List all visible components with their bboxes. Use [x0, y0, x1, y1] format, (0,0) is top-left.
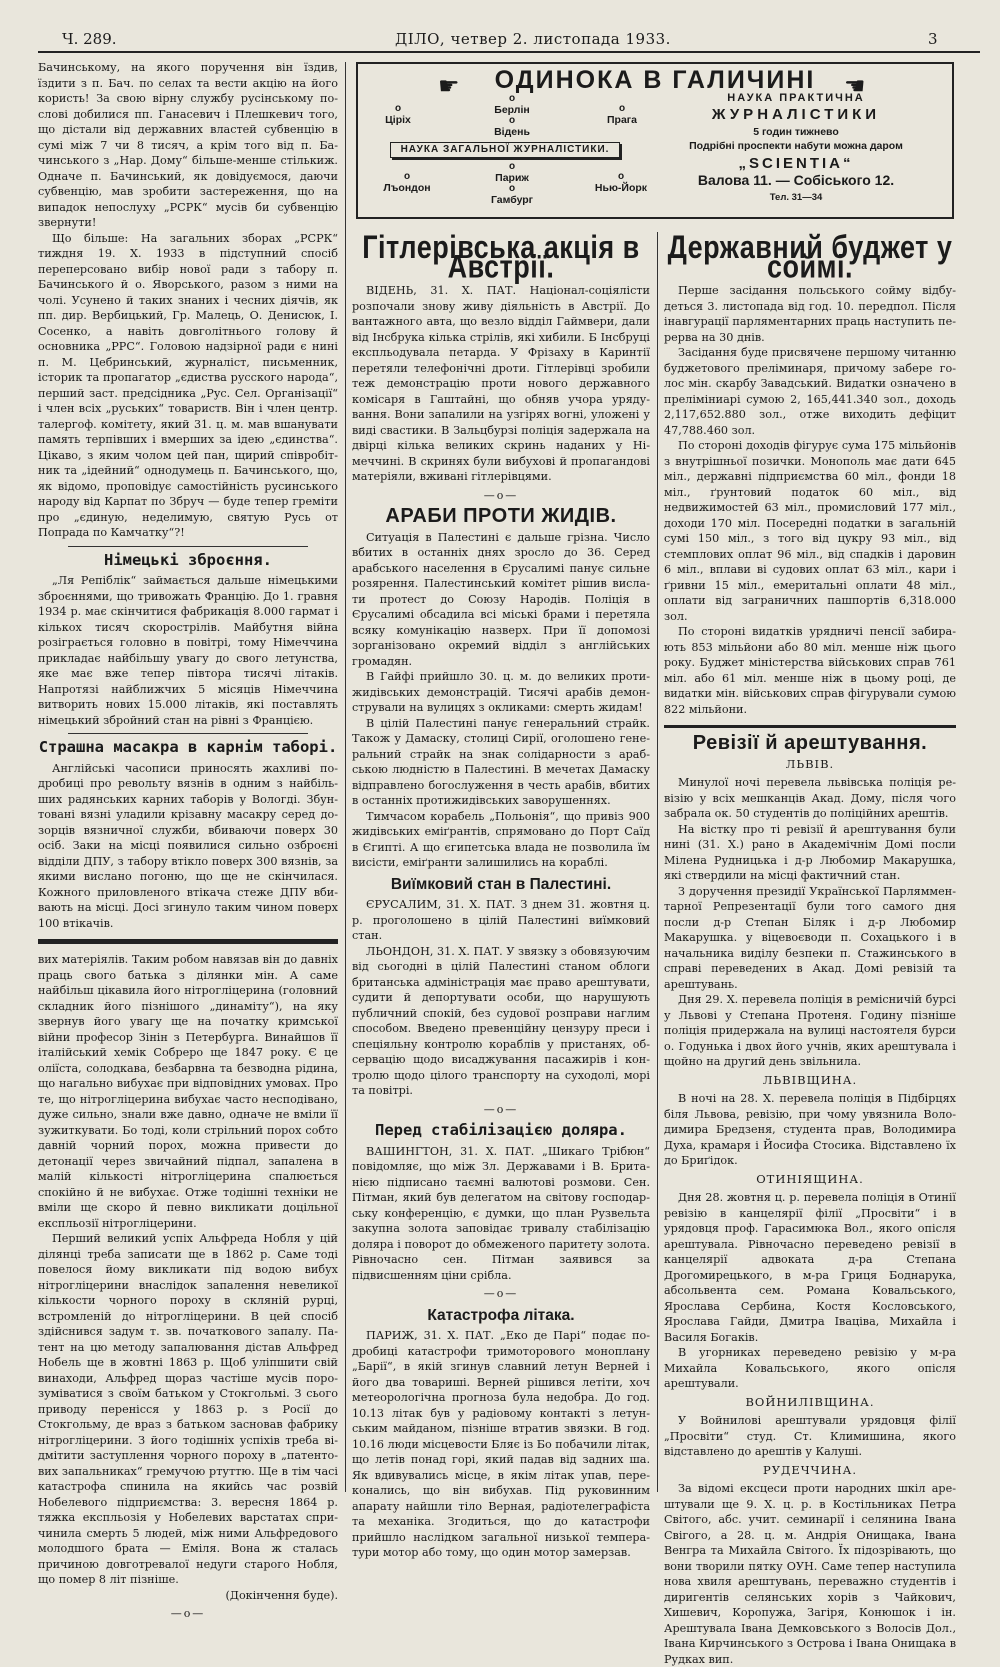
masthead-date: ДІЛО, четвер 2. листопада 1933.: [395, 30, 671, 48]
city-berlin: o Берлін: [494, 93, 530, 116]
ad-general-journalism: НАУКА ЗАГАЛЬНОЇ ЖУРНАЛІСТИКИ.: [390, 142, 620, 158]
section-divider: [664, 725, 956, 728]
ad-line-6: Валова 11. — Собіського 12.: [697, 172, 895, 188]
city-prague: o Прага: [606, 103, 637, 126]
page-number: 3: [928, 30, 938, 48]
ornament-divider: —o—: [170, 1607, 206, 1620]
ad-line-2: ЖУРНАЛІСТИКИ: [711, 106, 881, 123]
paragraph: ВІДЕНЬ, 31. X. ПАТ. Націонал-соціялісти розпочали знову живу діяльність в Австрії. До вантажного авта, що везло відділ Гаймвери, дали від Інсбрука кілька стрілів, які хибили. Б Інсбруці експльодувала петарда. У Фрізаху в Каринтії перетяли телефонічні дроти. Гітлерівці зробили теж демонстрацію проти нового державного комісаря в Гаштайні, що обняв учора урядування. Вони запалили на узгірях вогні, уложені у виді свастики. В Зальцбурзі поліція задержала на двірці кілька великих скринь наданих у Німеччині. В скринях були вибухові й пропагандові матеріяли, вживані гітлерівцями.: [352, 284, 650, 483]
paragraph: По стороні доходів фігурує сума 175 мільйонів з внутрішньої позички. Монополь має дати 645 міл., державні підприємства 60 міл., фонди 18 міл., ґрунтовий податок 60 міл., від недвижимостей 63 міл., промисловий 177 міл., доходи 170 міл. Посередні податки в загальній сумі 150 міл., з того від цукру 93 міл., від стемплових оплат 96 міл., від спадків і даровин 6 міл., вплави ві судових оплат 63 міл., кари і ґривни 15 міл., емеритальні оплати 48 міл., оплати від заграничних пашпортів 6,318.000 зол.: [664, 439, 956, 623]
paragraph: ВАШИНГТОН, 31. X. ПАТ. „Шикаго Трібюн“ повідомляє, що між Зл. Державами і В. Британією підписано таємні валютові розмови. Сен. Пітман, який був делегатом на світову господарську конференцію, є думки, що план Рузвельта закупна золота заповідає тривалу стабілізацію доляра і поворот до обмеженого паритету золота. Рівночасно сен. Пітман заявився за підвисшенням ціни срібла.: [352, 1144, 650, 1282]
issue-number: Ч. 289.: [62, 30, 117, 48]
to-be-continued: (Докінчення буде).: [225, 1588, 338, 1602]
paragraph: По стороні видатків урядничі пенсії забирають 853 мільйони або 80 міл. менше ніж цього року. Буджет міністерства військових справ 761 міл. або 61 міл. менше ніж в цьому році, де видатки мін. військових справ фігурували сумою 822 мільйони.: [664, 625, 956, 716]
ad-title: ОДИНОКА В ГАЛИЧИНІ: [494, 66, 816, 94]
pointing-hand-right-icon: ☛: [844, 72, 866, 100]
paragraph: Що більше: На загальних зборах „РСРК“ тиждня 19. X. 1933 в підступний спосіб переперсовано вибір нової ради з табору п. Бачинського й о. Яворського, разом з ними на чолі. Усунено й таких знаних і чесних діячів, як пп. дир. Вербицький, Гр. Малець, О. Денисюк, І. Сосенко, а навіть довголітнього голову й основника „РРС“. Головою надзірної ради є нині п. М. Цебринський, журналіст, письменник, історик та пропагатор „єдиства русского народа“, перший заст. предсідника „Рус. Сел. Організації“ і член всіх „руських“ товариств. Він і член центр. талергоф. комітету, який 31. ц. м. мав вшанувати память терпівших і вмерших за ідею „єдинства“. Цікаво, з яким чолом цей пан, щирий співробітник та „ідейний“ однодумець п. Бачинського, що, як відомо, проповідує самостійність русинського народу від Карпат по Збруч — буде тепер греміти про „єдиную, неделимую, святую Русь от Попрада по Камчатку“?!: [38, 231, 338, 539]
paragraph: В ночі на 28. X. перевела поліція в Підбірцях біля Львова, ревізію, при чому увязнила Володимира Бредзеня, студента прав, Володимира Духа, крамаря і Йосифа Стосика. Відставлено їх до Бриґідок.: [664, 1092, 956, 1167]
paragraph: ЛЬОНДОН, 31. X. ПАТ. У звязку з обовязуючим від сьогодні в цілій Палестині станом облоги британська адміністрація має право арештувати, судити й депортувати особи, що нарушують публичний спокій, без судової розправи наглим способом. Введено превенційну цензуру преси і спеціяльну контролю кораблів у пристанях, обсервацію щодо висаджування пасажирів і контролю щодо цілого транспорту на суходолі, морі та повітрі.: [352, 944, 650, 1097]
article-continuation: Бачинському, на якого поручення він їздив, їздити з п. Бач. по селах та вести акцію на його користь! За свою вірну службу русінському послові добилися пп. Ганасевич і Плешкевич того, що дістали від державних властей субвенцію в сумі між 7 чи 8 тисяч, а крім того від п. Бачинського з „Нар. Дому“ більше-менше стількиж. Одначе п. Бачинський, як довідуємося, даючи субвенцію, мав зробити застереження, що на випадок непослуху „РСРК“ мусів би субвенцію звернути!: [38, 61, 338, 229]
ad-line-4: Подрібні проспекти набути можна даром: [689, 140, 903, 152]
paragraph: ЄРУСАЛИМ, 31. X. ПАТ. З днем 31. жовтня ц. р. проголошено в цілій Палестині виїмковий стан.: [352, 898, 650, 942]
paragraph: Тимчасом корабель „Польонія“, що привіз 900 жидівських еміґрантів, спрямовано до Порт Саїд в Єгипті. А що єгипетська влада не позволила їм висісти, еміґранти залишились на кораблі.: [352, 809, 650, 869]
subhead-lviv-region: ЛЬВІВЩИНА.: [762, 1072, 858, 1087]
headline-prison-massacre: Страшна масакра в карнім таборі.: [38, 738, 338, 756]
city-vienna: o Відень: [494, 115, 530, 138]
subhead-voynyliv-region: ВОЙНИЛІВЩИНА.: [745, 1394, 875, 1409]
ad-line-5: „SCIENTIA“: [738, 155, 854, 172]
column-3: [664, 229, 956, 1666]
headline-state-budget: Державний буджет у соймі.: [667, 229, 953, 284]
paragraph: Дня 29. X. перевела поліція в ремісничій бурсі у Львові у Степана Протеня. Годину пізніше поліція придержала на вулиці настоятеля бурси о. Годунька і двох його учнів, яких арештувала і щойно на другий день звільнила.: [664, 993, 956, 1068]
column-1: [38, 60, 338, 1620]
headline-german-armament: Німецькі зброєння.: [104, 550, 272, 569]
ornament-divider: —o—: [483, 1287, 519, 1300]
paragraph: В цілій Палестині панує генеральний страйк. Також у Дамаску, столиці Сирії, оголошено генеральний страйк на знак солідарности з арабською людністю в Палестині. В мечетах Дамаску відправлено богослуження в честь арабів, вбитих в останніх протижидівських заворушеннях.: [352, 716, 650, 807]
paragraph: Дня 28. жовтня ц. р. перевела поліція в Отинії ревізію в канцелярії філії „Просвіти“ і в урядовця проф. Гарасимюка Вол., якого опісля арештувала. Рівночасно переведено ревізії в канцелярії адвоката д-ра Степана Дрогомирецького, в м-ра Гриця Боднарука, абсольвента сем. Романа Ковальського, Ярослава Сербина, Костя Кословського, Ярослава Гайди, Дмитра Іваціва, Михайла і Василя Богаків.: [664, 1191, 956, 1344]
paragraph: „Ля Репіблік“ займається дальше німецькими зброєннями, що тривожать Францію. До 1. гравня 1934 р. має скінчитися фабрикація 8.000 гармат і кількох тисяч скорострілів. Майбутня війна розіграється головно в повітрі, тому Німеччина прикладає найбільшу увагу до свого летунства, яке має вже тепер півтора тисячі літаків. Напротязі найближчих 5 місяців Німеччина витворить нових 15.000 літаків, які поставлять німецький збройний стан на рівні з Францією.: [38, 574, 338, 727]
ornament-divider: —o—: [483, 1102, 519, 1116]
ad-line-1: НАУКА ПРАКТИЧНА: [727, 92, 865, 104]
paragraph: Англійські часописи приносять жахливі подробиці про револьту вязнів в одним з найбільших радянських карних таборів у Вологді. Збунтовані вязні уладили крізавну масакру серед дозорців вязничної служби, вбиваючи поверх 30 осіб. Заки на місці появилися сильно озброєні відділи ДПУ, з табору втікло поверх 300 вязнів, за якими вислано погоню, що ще не скінчилася. Кожного приловленого втікача стеже ДПУ вбивають на місці. Досі згинуло таким чином поверх 100 втікачів.: [38, 761, 338, 930]
paragraph: В угорниках переведено ревізію у м-ра Михайла Ковальського, якого опісля арештували.: [664, 1346, 956, 1390]
column-2: [352, 229, 650, 1559]
paragraph: Минулої ночі перевела львівська поліція ревізію у всіх мешканців Акад. Дому, після чого забрала ок. 50 студентів до поліційних арештів.: [664, 776, 956, 820]
paragraph: У Войнилові арештували урядовця філії „Просвіти“ студ. Ст. Климишина, якого відставлено до арештів у Калуші.: [664, 1414, 956, 1458]
paragraph: Ситуація в Палестині є дальше грізна. Число вбитих в останніх днях зросло до 36. Серед арабського населення в Єрусалимі панує сильне розярення. Палестинський комітет рішив вислати протест до Союзу Народів. Поліція в Єрусалимі обсадила всі міські брами і перетяла всяку комунікацію назверх. При її допомозі зорганізовано окремий відділ з англійських громадян.: [352, 530, 650, 668]
paragraph: ПАРИЖ, 31. X. ПАТ. „Еко де Парі“ подає подробиці катастрофи тримоторового моноплану „Барії“, в якій згинув славний летун Верней і його два товариші. Верней рішився летіти, хоч метеорологічна прогноза була недобра. До год. 10.13 літак був у радіовому контакті з летунським майданом, пізніше втратив звязки. В год. 10.16 люди місцевости Бляє із Бо побачили літак, що летів понад горі, який падав від задних ша. Як вдивувались місце, в якім літак упав, переконались, що він вибухав. Під руковинним апарату найшли тіло Верная, радіотелеграфіста та механіка. Згодиться, що до катастрофи прийшло наслідком загальної низької температури мотор або тому, що один мотор замерзав.: [352, 1329, 650, 1559]
separator: [68, 546, 308, 547]
city-new-york: o Нью-Йорк: [594, 171, 648, 194]
subhead-otyniia-region: ОТИНІЯЩИНА.: [756, 1171, 864, 1186]
section-divider: [38, 939, 338, 944]
subhead-lviv: ЛЬВІВ.: [785, 756, 835, 771]
subhead-rudky-region: РУДЕЧЧИНА.: [763, 1462, 857, 1477]
city-zurich: o Ціріх: [385, 103, 411, 126]
headline-dollar-stabilization: Перед стабілізацією доляра.: [375, 1121, 627, 1139]
separator: [68, 733, 308, 734]
headline-hitler-action-austria: Гітлерівська акція в Австрії.: [362, 229, 640, 284]
feuilleton-text: вих матеріялів. Таким робом навязав він до давніх праць свого батька з ділянки мін. А саме найбільш цікавила його нітрогліцерина (головний складник його пізнішого „динаміту“), на яку звернув його увагу ще на початку кримської війни професор Зінін з Петербурга. Винайшов її італійський хемік Собреро ще 1847 року. Є це оліїста, солодкава, безбарвна та безводна рідина, що нагально вибухає при відповідних умовах. Про те, що нітрогліцерина вибухає часто несподівано, дуже сильно, знали вже давно, одначе не вміли її зужиткувати. Бо тоді, коли стрільний порох собто давній чорний порох, можна привести до детонації через звичайний підпал, запалена в малій кількості нітрогліцерина спалюється спокійно й не вибухає. Отже тодішні техніки не вміли ще скоро й певно викликати доцільної експльозії нітрогліцерини.: [38, 953, 338, 1230]
paragraph: За відомі ексцеси проти народних шкіл арештували ще 9. X. ц. р. в Костільниках Петра Світого, абс. учит. семинарії і селянина Івана Свігого, а 28. ц. м. Андрія Онищака, Івана Венгра та Михайла Світого. Їх підозрівають, що вони творили пятку ОУН. Саме тепер наступила нова хвиля арештувань, переважно студентів і диригентів селянських хорів з Чайкович, Хишевич, Коропужа, Загіря, Конюшок і ін. Арештувала Івана Демковського з Волосів Дол., Івана Кирчинського з Острова і Івана Онищака в Рудках вип.: [664, 1482, 956, 1666]
city-hamburg: o Гамбург: [490, 183, 534, 206]
headline-arabs-against-jews: АРАБИ ПРОТИ ЖИДІВ.: [385, 505, 617, 527]
ad-line-7: Тел. 31—34: [769, 192, 823, 203]
pointing-hand-left-icon: ☛: [438, 72, 460, 100]
ad-line-3: 5 годин тижнево: [753, 126, 839, 138]
paragraph: На вістку про ті ревізії й арештування були нині (31. X.) рано в Академічнім Домі посли Мілена Рудницька і д-р Любомир Макарушка, які ствердили на місці фактичний стан.: [664, 822, 956, 882]
header-rule: [38, 51, 980, 53]
column-rule-1: [345, 62, 346, 1492]
ornament-divider: —o—: [483, 488, 519, 502]
paragraph: Засідання буде присвячене першому читанню буджетового преліминаря, причому забере голос мін. скарбу Завадський. Видатки означено в преліміниарі сумою 2, 165,441.340 зол., доходь 2,117,652.880 зол., отже виходить дефіцит 47,788.460 зол.: [664, 346, 956, 437]
headline-plane-crash: Катастрофа літака.: [427, 1306, 575, 1324]
feuilleton-text: Перший великий успіх Альфреда Нобля у цій ділянці треба записати ще в 1862 р. Саме тоді повелося йому викликати під водою вибух нітрогліцерини внаслідок запалення невеликої кількости чорного пороху в скляній рурці, встромленій до нітрогліцерини. В цей спосіб здійснився задум т. зв. початкового запалу. Патент на цю методу запалювання дістав Альфред Нобель ще в жовтні 1863 р. Щоб уліпшити свій винаходи, Альфред щораз частіше мусів порозуміватися з своїм батьком у Стокгольмі. З сього приводу перенісся у 1863 р. з Росії до Стокгольму, де враз з батьком засновав фабрику нітрогліцерини. З його тодішніх успіхів треба відмітити заступлення чорного пороху в „патентових запальниках“ гремучою ртуттю. Ще в тім часі катастрофа спинила на якийсь час розвій Нобелевого підприємства: 3. вересня 1864 р. тяжка експльозія у Нобелевих варстатах спричинила смерть 5 людей, між ними Альфредового молодшого брата — Еміля. Вона ж сталась причиною довготревалої недуги старого Нобля, що помер 8 літ пізніше.: [38, 1232, 338, 1586]
scientia-advertisement: [356, 62, 954, 219]
city-paris: o Париж: [495, 161, 529, 184]
headline-searches-arrests: Ревізії й арештування.: [692, 732, 928, 754]
paragraph: З доручення президії Української Парлямментарної Репрезентації були того самого дня посли д-р Степан Біляк і д-р Любомир Макарушка. у віцевоєводи п. Сохацького і в начальника виділу безпеки п. Стажинського в справі переведених в Акад. Домі ревізій та арештувань.: [664, 884, 956, 991]
paragraph: Перше засідання польського сойму відбудеться 3. листопада від год. 10. передпол. Після інавгурації парляментарних праць наступить перерва на 30 днів.: [664, 284, 956, 344]
headline-state-of-emergency: Виїмковий стан в Палестині.: [390, 875, 612, 893]
city-london: o Лъондон: [383, 171, 431, 194]
paragraph: В Гайфі прийшло 30. ц. м. до великих протижидівських демонстрацій. Тисячі арабів демонстрували на вулицях з окликами: смерть жидам!: [352, 670, 650, 714]
column-rule-2: [657, 232, 658, 1492]
